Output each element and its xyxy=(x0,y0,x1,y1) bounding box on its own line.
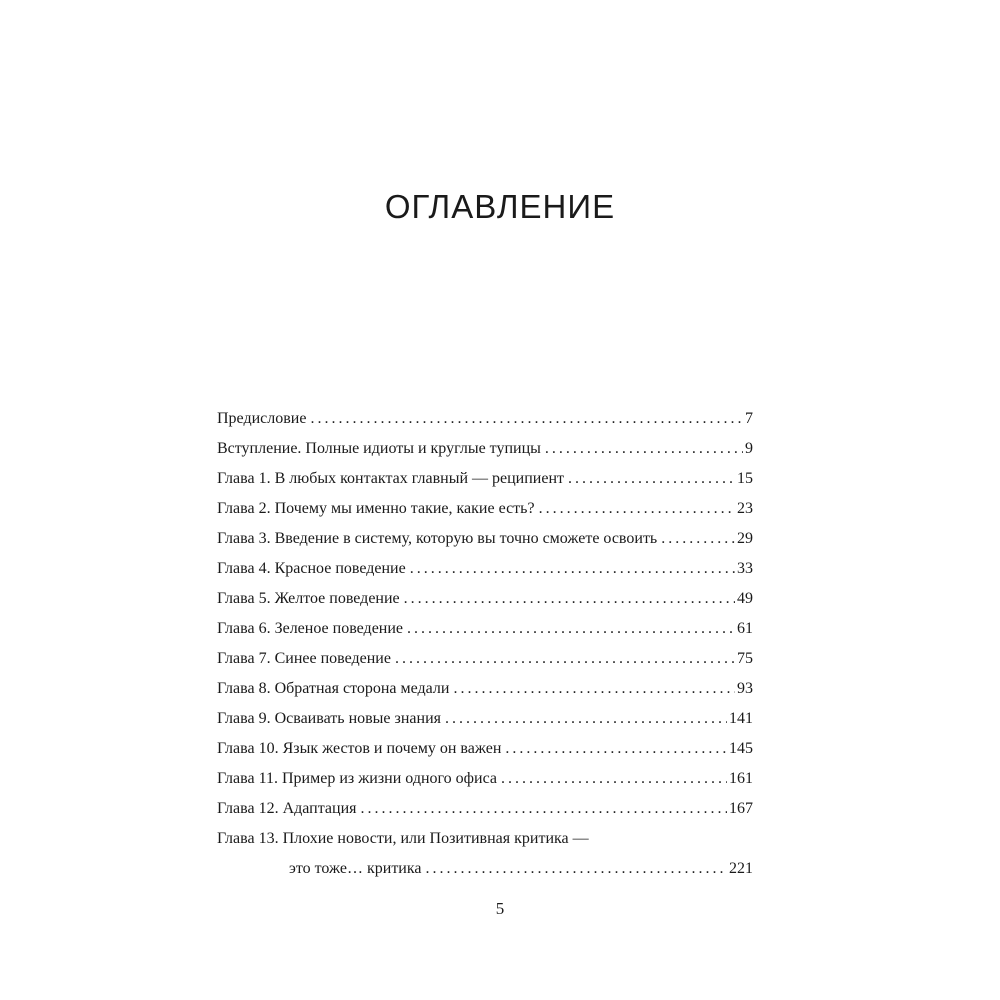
toc-entry-page: 145 xyxy=(729,740,753,757)
toc-leader-dots xyxy=(505,734,727,764)
toc-entry-page: 29 xyxy=(737,530,753,547)
toc-entry-label: Глава 12. Адаптация xyxy=(217,800,357,817)
toc-entry xyxy=(217,434,753,464)
toc-leader-dots xyxy=(361,794,728,824)
toc-entry-page: 221 xyxy=(729,860,753,877)
page-number: 5 xyxy=(495,899,505,918)
toc-leader-dots xyxy=(539,494,735,524)
toc-entry-label: Глава 1. В любых контактах главный — реципиент xyxy=(217,470,565,487)
toc-entry xyxy=(217,644,753,674)
toc-entry xyxy=(217,614,753,644)
toc-entry-label: Глава 4. Красное поведение xyxy=(217,560,406,577)
toc-entry xyxy=(217,464,753,494)
toc-entry xyxy=(217,704,753,734)
toc-entry xyxy=(217,524,753,554)
toc-leader-dots xyxy=(453,674,735,704)
toc-entry xyxy=(217,794,753,824)
toc-entry-label: Глава 2. Почему мы именно такие, какие есть? xyxy=(217,500,535,517)
toc-leader-dots xyxy=(545,434,743,464)
toc-entry-label: Предисловие xyxy=(217,410,307,427)
toc-leader-dots xyxy=(568,464,735,494)
toc-entry xyxy=(217,494,753,524)
toc-entry-label: Глава 7. Синее поведение xyxy=(217,650,391,667)
toc-entry-page: 161 xyxy=(729,770,753,787)
toc-entry xyxy=(217,734,753,764)
toc-entry-page: 23 xyxy=(737,500,753,517)
toc-entry-page: 33 xyxy=(737,560,753,577)
toc-entry xyxy=(217,404,753,434)
toc-entry-page: 75 xyxy=(737,650,753,667)
toc-entry-label: Глава 9. Осваивать новые знания xyxy=(217,710,441,727)
toc-leader-dots xyxy=(410,554,735,584)
toc-entry-page: 141 xyxy=(729,710,753,727)
toc-entry-label: Глава 5. Желтое поведение xyxy=(217,590,400,607)
toc-entry-multiline xyxy=(217,824,753,884)
toc-entry xyxy=(217,764,753,794)
toc-leader-dots xyxy=(426,854,728,884)
toc-entry-label: Глава 8. Обратная сторона медали xyxy=(217,680,450,697)
toc-entry-label: Вступление. Полные идиоты и круглые тупицы xyxy=(217,440,541,457)
toc-entry-page: 15 xyxy=(737,470,753,487)
toc-entry xyxy=(217,584,753,614)
toc-entry-label-line1: Глава 13. Плохие новости, или Позитивная критика — xyxy=(217,830,589,847)
toc-entry-label: Глава 11. Пример из жизни одного офиса xyxy=(217,770,498,787)
toc-entry-label: Глава 6. Зеленое поведение xyxy=(217,620,404,637)
page-title: ОГЛАВЛЕНИЕ xyxy=(384,188,616,225)
toc-leader-dots xyxy=(404,584,735,614)
toc-leader-dots xyxy=(407,614,735,644)
toc-entry-page: 93 xyxy=(737,680,753,697)
toc-entry xyxy=(217,554,753,584)
toc-leader-dots xyxy=(310,404,743,434)
toc-entry-page: 61 xyxy=(737,620,753,637)
table-of-contents xyxy=(217,404,753,884)
toc-entry-line2 xyxy=(217,854,753,884)
toc-entry-page: 49 xyxy=(737,590,753,607)
toc-entry-label: Глава 3. Введение в систему, которую вы точно сможете освоить xyxy=(217,530,658,547)
toc-entry-page: 167 xyxy=(729,800,753,817)
toc-leader-dots xyxy=(501,764,727,794)
toc-entry xyxy=(217,674,753,704)
toc-entry-label-line2: это тоже… критика xyxy=(289,860,422,877)
toc-entry-page: 9 xyxy=(745,440,753,457)
toc-entry-label: Глава 10. Язык жестов и почему он важен xyxy=(217,740,502,757)
toc-leader-dots xyxy=(661,524,735,554)
toc-leader-dots xyxy=(445,704,727,734)
toc-leader-dots xyxy=(395,644,735,674)
toc-entry-page: 7 xyxy=(745,410,753,427)
